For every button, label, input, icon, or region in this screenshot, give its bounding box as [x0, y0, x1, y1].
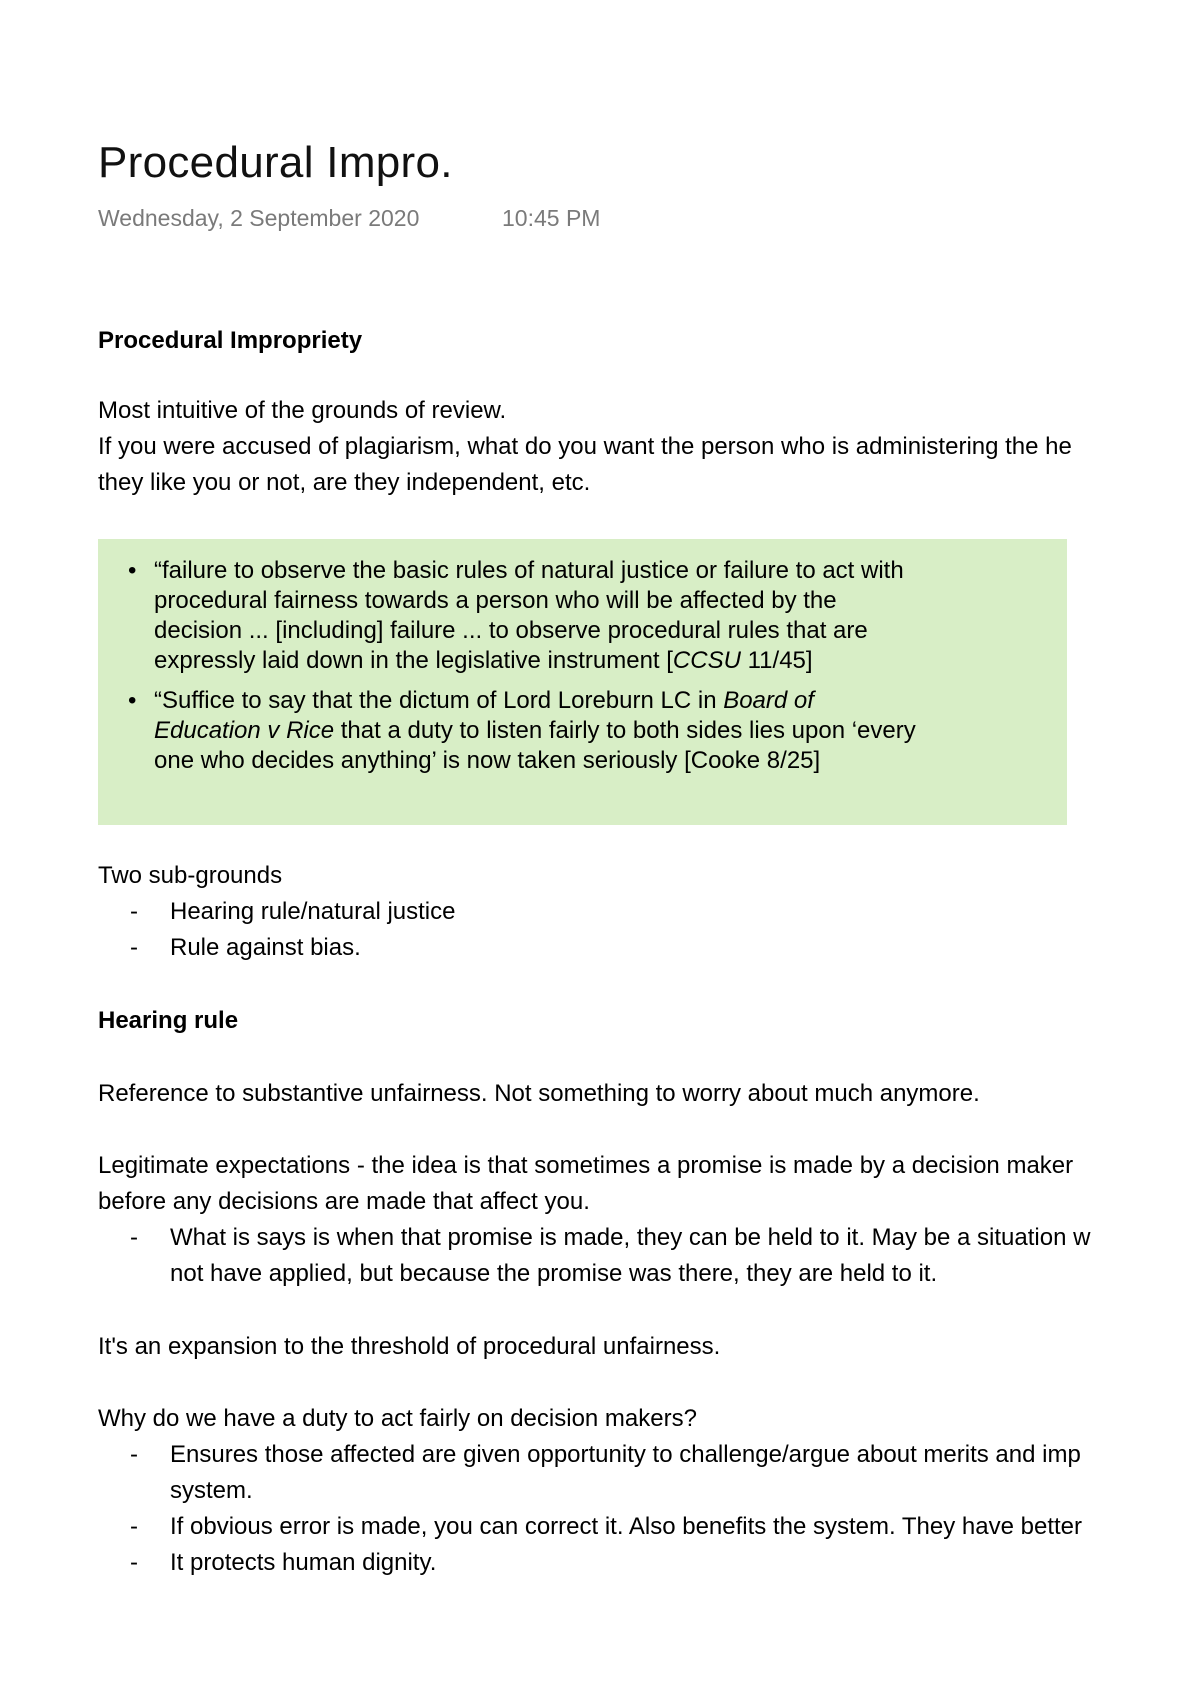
list-item-text: not have applied, but because the promise was there, they are held to it.	[170, 1260, 938, 1287]
list-item	[130, 1545, 436, 1581]
list-item-text: Hearing rule/natural justice	[170, 898, 456, 925]
list-item-text: Rule against bias.	[170, 934, 361, 961]
dash-bullet: -	[130, 1441, 138, 1468]
case-name-board: Board of	[723, 687, 814, 714]
paragraph-legitimate-expectations-line1: Legitimate expectations - the idea is that sometimes a promise is made by a decision maker	[98, 1152, 1074, 1179]
quote-list	[128, 556, 988, 786]
paragraph-plagiarism-line2: they like you or not, are they independent, etc.	[98, 469, 591, 496]
dash-bullet: -	[130, 1549, 138, 1576]
quote-line	[154, 716, 988, 746]
quote-text: 11/45]	[740, 647, 813, 674]
quote-line: procedural fairness towards a person who will be affected by the	[154, 587, 837, 614]
dash-bullet: -	[130, 1513, 138, 1540]
bullet-icon: •	[128, 557, 137, 584]
paragraph-substantive-unfairness: Reference to substantive unfairness. Not something to worry about much anymore.	[98, 1080, 980, 1107]
case-name-rice: Education v Rice	[154, 717, 335, 744]
paragraph-why-duty: Why do we have a duty to act fairly on decision makers?	[98, 1405, 697, 1432]
list-item	[130, 930, 361, 966]
paragraph-intuitive: Most intuitive of the grounds of review.	[98, 397, 507, 424]
quote-line: “failure to observe the basic rules of natural justice or failure to act with	[154, 557, 904, 584]
list-item-text: If obvious error is made, you can correct it. Also benefits the system. They have better	[170, 1513, 1082, 1540]
paragraph-legitimate-expectations-line2: before any decisions are made that affect you.	[98, 1188, 590, 1215]
dash-bullet: -	[130, 1224, 138, 1251]
page-time: 10:45 PM	[502, 205, 601, 231]
quote-item-cooke	[128, 686, 988, 776]
heading-hearing-rule: Hearing rule	[98, 1007, 239, 1034]
dash-bullet: -	[130, 934, 138, 961]
paragraph-plagiarism-line1: If you were accused of plagiarism, what do you want the person who is administering the he	[98, 433, 1072, 460]
list-item	[130, 894, 455, 930]
list-item-text: It protects human dignity.	[170, 1549, 437, 1576]
page-date: Wednesday, 2 September 2020	[98, 205, 420, 231]
list-item	[130, 1437, 1081, 1473]
paragraph-two-subgrounds: Two sub-grounds	[98, 862, 283, 889]
quote-text: expressly laid down in the legislative instrument [	[154, 647, 673, 674]
list-item-text: Ensures those affected are given opportunity to challenge/argue about merits and imp	[170, 1441, 1081, 1468]
list-item-continuation	[130, 1473, 253, 1509]
quote-item-ccsu	[128, 556, 988, 676]
paragraph-expansion: It's an expansion to the threshold of procedural unfairness.	[98, 1333, 721, 1360]
quote-line: one who decides anything’ is now taken seriously [Cooke 8/25]	[154, 747, 821, 774]
quote-line: decision ... [including] failure ... to observe procedural rules that are	[154, 617, 868, 644]
quote-text: that a duty to listen fairly to both sides lies upon ‘every	[334, 717, 916, 744]
list-item-text: system.	[170, 1477, 253, 1504]
case-name-ccsu: CCSU	[672, 647, 741, 674]
list-item	[130, 1220, 1090, 1256]
quote-line	[154, 646, 988, 676]
quote-text: “Suffice to say that the dictum of Lord Loreburn LC in	[154, 687, 724, 714]
list-item	[130, 1509, 1082, 1545]
dash-bullet: -	[130, 898, 138, 925]
list-item-text: What is says is when that promise is made, they can be held to it. May be a situation w	[170, 1224, 1091, 1251]
list-item-continuation	[130, 1256, 937, 1292]
heading-procedural-impropriety: Procedural Impropriety	[98, 327, 363, 354]
page-title: Procedural Impro.	[98, 138, 453, 187]
quote-line	[154, 686, 988, 716]
bullet-icon: •	[128, 687, 137, 714]
